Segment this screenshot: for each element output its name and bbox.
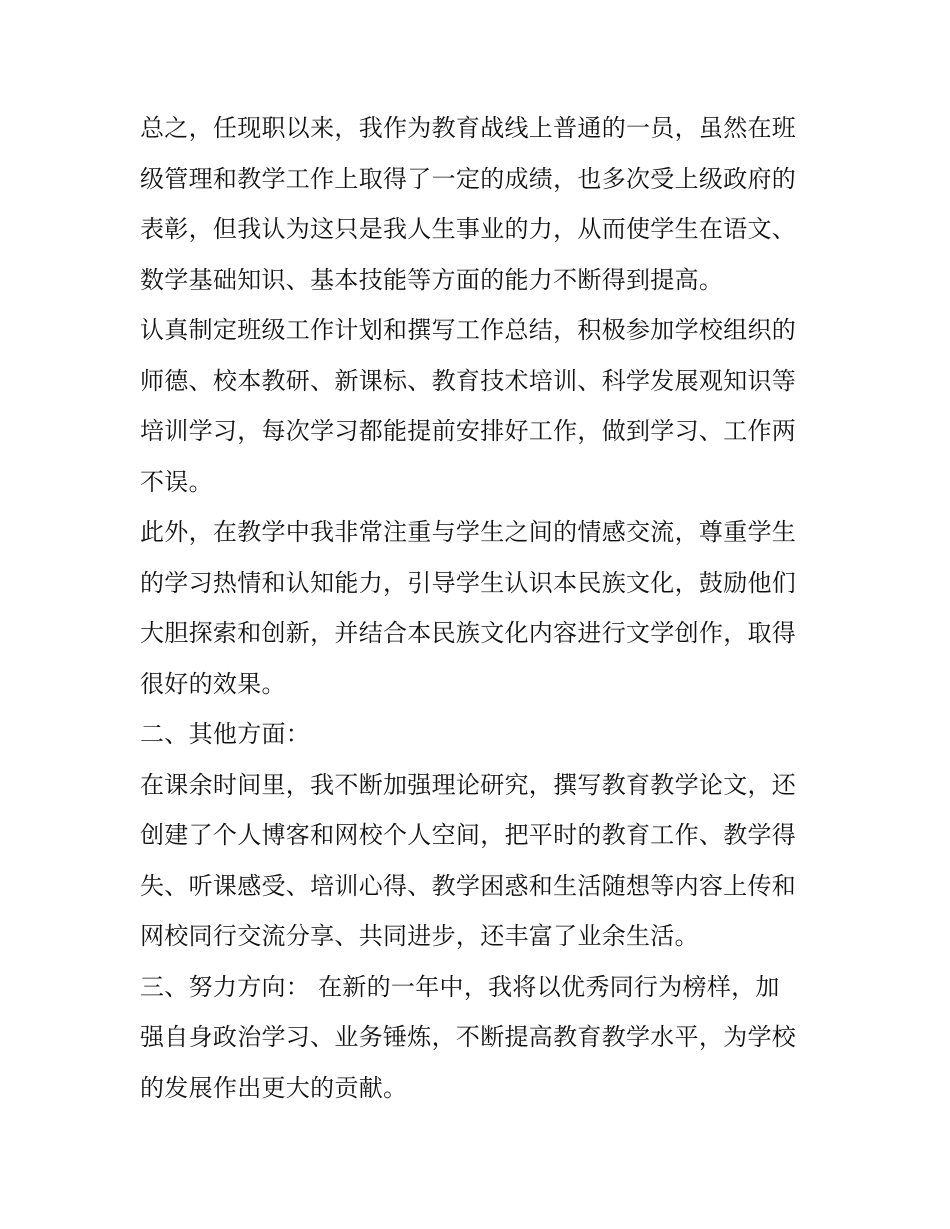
text-line: 很好的效果。 <box>140 669 286 698</box>
text-line: 不误。 <box>140 467 213 496</box>
text-line: 此外，在教学中我非常注重与学生之间的情感交流，尊重学生 <box>140 518 797 546</box>
text-line: 网校同行交流分享、共同进步，还丰富了业余生活。 <box>140 922 699 950</box>
text-line: 失、听课感受、培训心得、教学困惑和生活随想等内容上传和 <box>140 871 797 900</box>
text-line: 培训学习，每次学习都能提前安排好工作，做到学习、工作两 <box>140 417 797 445</box>
text-line: 认真制定班级工作计划和撰写工作总结，积极参加学校组织的 <box>140 316 797 344</box>
text-line: 的发展作出更大的贡献。 <box>140 1073 408 1102</box>
text-line: 在课余时间里，我不断加强理论研究，撰写教育教学论文，还 <box>140 770 797 799</box>
text-line: 级管理和教学工作上取得了一定的成绩，也多次受上级政府的 <box>140 164 797 193</box>
text-line: 创建了个人博客和网校个人空间，把平时的教育工作、教学得 <box>140 821 797 849</box>
heading-line: 二、其他方面： <box>140 720 311 748</box>
section-heading-other <box>140 709 812 760</box>
document-body <box>140 103 812 1113</box>
text-line: 数学基础知识、基本技能等方面的能力不断得到提高。 <box>140 265 724 294</box>
text-line: 的学习热情和认知能力，引导学生认识本民族文化，鼓励他们 <box>140 568 797 597</box>
paragraph-direction <box>140 962 812 1114</box>
paragraph-summary <box>140 103 812 305</box>
text-line: 表彰，但我认为这只是我人生事业的力，从而使学生在语文、 <box>140 215 797 243</box>
text-line: 总之，任现职以来，我作为教育战线上普通的一员，虽然在班 <box>140 114 797 142</box>
paragraph-teaching <box>140 507 812 709</box>
text-line: 强自身政治学习、业务锤炼，不断提高教育教学水平，为学校 <box>140 1023 797 1051</box>
text-line: 师德、校本教研、新课标、教育技术培训、科学发展观知识等 <box>140 366 797 395</box>
text-line: 大胆探索和创新，并结合本民族文化内容进行文学创作，取得 <box>140 619 797 647</box>
paragraph-research <box>140 760 812 962</box>
text-line: 三、努力方向： 在新的一年中，我将以优秀同行为榜样，加 <box>140 972 780 1001</box>
paragraph-planning <box>140 305 812 507</box>
